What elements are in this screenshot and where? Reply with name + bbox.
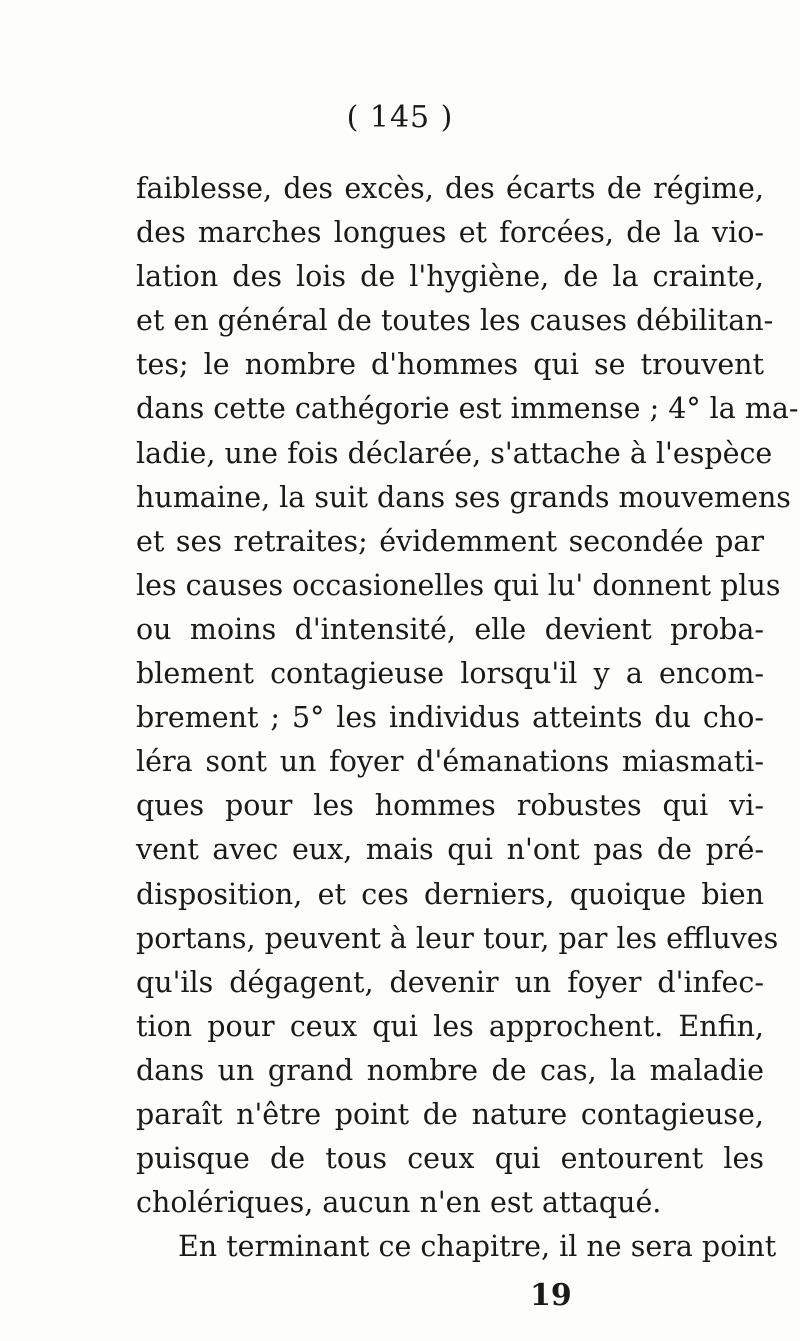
text-line: faiblesse, des excès, des écarts de régime, [136, 172, 764, 205]
text-line: et ses retraites; évidemment secondée par [136, 524, 764, 558]
text-line: ladie, une fois déclarée, s'attache à l'espèce [136, 436, 773, 470]
text-line: paraît n'être point de nature contagieuse, [136, 1097, 764, 1131]
text-line: puisque de tous ceux qui entourent les [136, 1142, 764, 1176]
text-line: En terminant ce chapitre, il ne sera point [178, 1230, 777, 1264]
text-line: brement ; 5° les individus atteints du cho- [136, 701, 764, 735]
text-line: tion pour ceux qui les approchent. Enfin, [136, 1009, 764, 1043]
text-line: vent avec eux, mais qui n'ont pas de pré- [136, 833, 764, 867]
text-line: des marches longues et forcées, de la vio- [136, 216, 764, 250]
text-line: portans, peuvent à leur tour, par les effluves [136, 921, 779, 955]
text-line: et en général de toutes les causes débilitan- [136, 304, 774, 338]
text-line: dans un grand nombre de cas, la maladie [136, 1053, 764, 1087]
text-line: les causes occasionelles qui lu' donnent plus [136, 568, 781, 602]
text-line: cholériques, aucun n'en est attaqué. [136, 1186, 662, 1220]
text-line: qu'ils dégagent, devenir un foyer d'infec- [136, 965, 764, 999]
text-line: blement contagieuse lorsqu'il y a encom- [136, 657, 764, 691]
text-line: disposition, et ces derniers, quoique bien [136, 877, 764, 911]
text-line: humaine, la suit dans ses grands mouvemens [136, 480, 791, 514]
signature-mark: 19 [530, 1278, 572, 1313]
text-line: lation des lois de l'hygiène, de la crainte, [136, 260, 764, 294]
text-line: ques pour les hommes robustes qui vi- [136, 789, 764, 823]
text-line: léra sont un foyer d'émanations miasmati- [136, 745, 764, 779]
text-line: dans cette cathégorie est immense ; 4° la ma- [136, 392, 799, 426]
page-number: ( 145 ) [346, 100, 454, 135]
text-line: ou moins d'intensité, elle devient proba- [136, 612, 764, 646]
text-line: tes; le nombre d'hommes qui se trouvent [136, 348, 764, 382]
body-text [136, 167, 799, 1269]
